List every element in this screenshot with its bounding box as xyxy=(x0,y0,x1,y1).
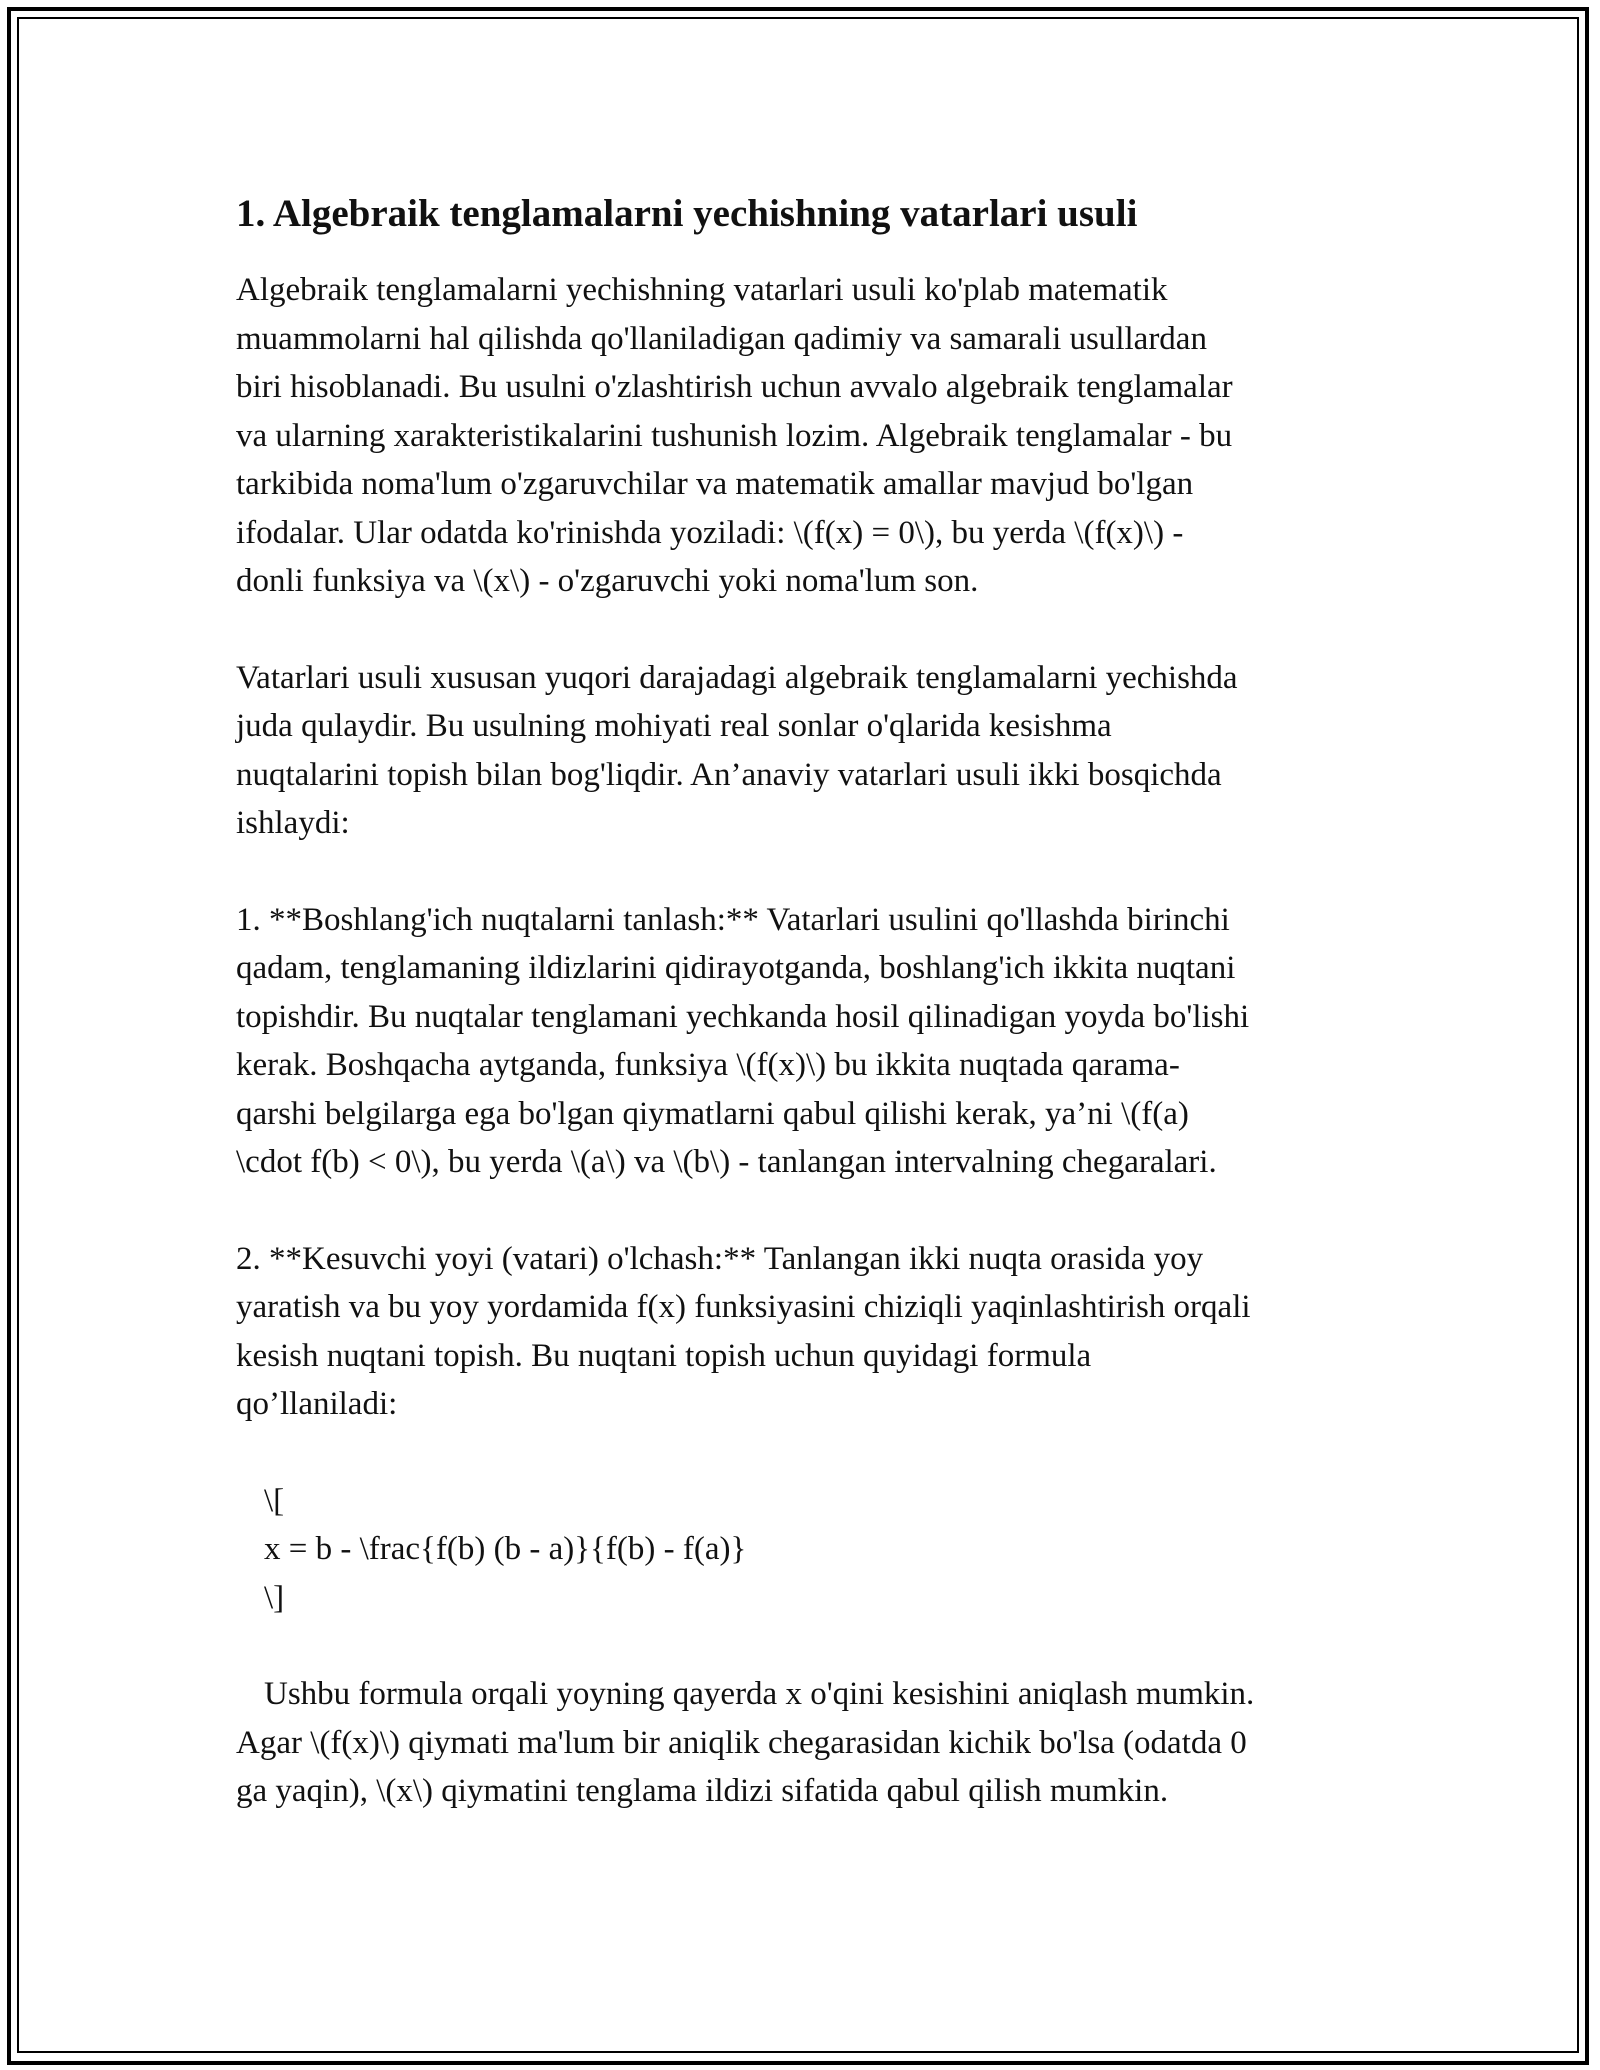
paragraph-step-1: 1. **Boshlang'ich nuqtalarni tanlash:** Vatarlari usulini qo'llashda birinchi qadam, tenglamaning ildizlarini qidirayotganda, boshlang'ich ikkita nuqtani topishdir. Bu nuqtalar tenglamani yechkanda hosil qilinadigan yoyda bo'lishi kerak. Boshqacha aytganda, funksiya \(f(x)\) bu ikkita nuqtada qarama- qarshi belgilarga ega bo'lgan qiymatlarni qabul qilishi kerak, ya’ni \(f(a) \cdot f(b) < 0\), bu yerda \(a\) va \(b\) - tanlangan intervalning chegaralari. xyxy=(236,901,1250,1180)
section-heading: 1. Algebraik tenglamalarni yechishning vatarlari usuli xyxy=(236,192,1138,235)
paragraph-closing: Ushbu formula orqali yoyning qayerda x o'qini kesishini aniqlash mumkin. Agar \(f(x)\) qiymati ma'lum bir aniqlik chegarasidan kichik bo'lsa (odatda 0 ga yaqin), \(x\) qiymatini tenglama ildizi sifatida qabul qilish mumkin. xyxy=(236,1676,1255,1809)
paragraph-step-2: 2. **Kesuvchi yoyi (vatari) o'lchash:** Tanlangan ikki nuqta orasida yoy yaratish va bu yoy yordamida f(x) funksiyasini chiziqli yaqinlashtirish orqali kesish nuqtani topish. Bu nuqtani topish uchun quyidagi formula qo’llaniladi: xyxy=(236,1240,1251,1422)
document-body xyxy=(236,188,1376,1864)
paragraph-method-overview: Vatarlari usuli xususan yuqori darajadagi algebraik tenglamalarni yechishda juda qulaydir. Bu usulning mohiyati real sonlar o'qlarida kesishma nuqtalarini topish bilan bog'liqdir. An’anaviy vatarlari usuli ikki bosqichda ishlaydi: xyxy=(236,659,1238,841)
formula-open-delimiter: \[ xyxy=(264,1482,285,1519)
formula-expression: x = b - \frac{f(b) (b - a)}{f(b) - f(a)} xyxy=(264,1531,747,1567)
formula-block xyxy=(264,1477,1376,1623)
formula-close-delimiter: \] xyxy=(264,1579,285,1616)
paragraph-intro: Algebraik tenglamalarni yechishning vatarlari usuli ko'plab matematik muammolarni hal qilishda qo'llaniladigan qadimiy va samarali usullardan biri hisoblanadi. Bu usulni o'zlashtirish uchun avvalo algebraik tenglamalar va ularning xarakteristikalarini tushunish lozim. Algebraik tenglamalar - bu tarkibida noma'lum o'zgaruvchilar va matematik amallar mavjud bo'lgan ifodalar. Ular odatda ko'rinishda yoziladi: \(f(x) = 0\), bu yerda \(f(x)\) - donli funksiya va \(x\) - o'zgaruvchi yoki noma'lum son. xyxy=(236,272,1233,599)
